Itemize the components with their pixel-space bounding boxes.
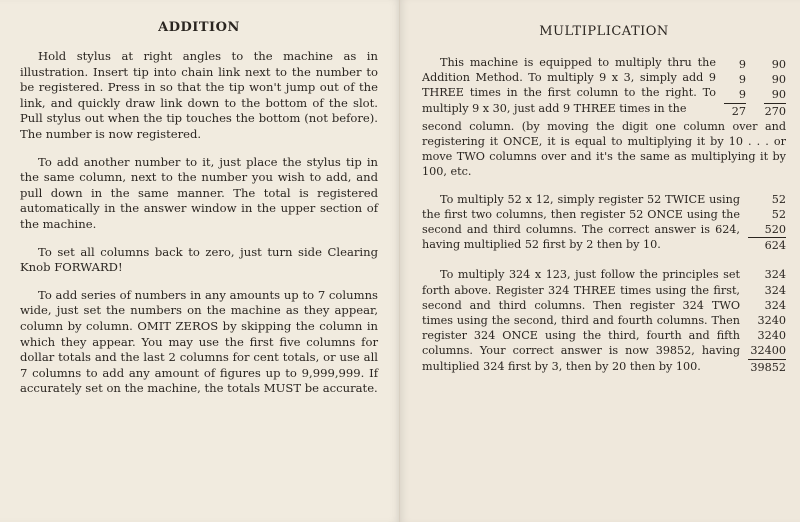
figure: 3240	[757, 329, 786, 343]
figure-total: 39852	[748, 359, 786, 375]
addition-paragraph-2: To add another number to it, just place the stylus tip in the same column, next to the number you wish to add, and pull down in the same manner. The total is registered automatically in the answer window in the upper section of the machine.	[20, 154, 378, 231]
example-3-text: To multiply 324 x 123, just follow the principles set forth above. Register 324 THREE times using the first, second and third columns. Then register 324 TWO times using the second, third and fourth columns. Then register 324 ONCE using the third, fourth and fifth columns. Your correct answer is now 39852, having multiplied 324 first by 3, then by 20 then by 100.	[422, 268, 740, 373]
figure: 324	[764, 268, 786, 282]
figure: 90	[771, 58, 786, 71]
multiplication-example-1	[422, 55, 786, 119]
addition-paragraph-3: To set all columns back to zero, just turn side Clearing Knob FORWARD!	[20, 244, 378, 275]
figure: 9	[738, 73, 746, 87]
addition-paragraph-4: To add series of numbers in any amounts up to 7 columns wide, just set the numbers on the machine as they appear, column by column. OMIT ZEROS by skipping the column in which they appear. You may use the first five columns for dollar totals and the last 2 columns for cent totals, or use all 7 columns to add any amount of figures up to 9,999,999. If accurately set on the machine, the totals MUST be accurate.	[20, 287, 378, 396]
figure: 3240	[757, 314, 786, 328]
figure: 9	[738, 58, 746, 71]
example-2-text: To multiply 52 x 12, simply register 52 TWICE using the first two columns, then register 52 ONCE using the second and third columns. The correct answer is 624, having multiplied 52 first by 2 then by 10.	[422, 192, 740, 252]
figure: 9	[738, 88, 746, 102]
multiplication-example-3	[422, 267, 786, 374]
figures-column-b	[764, 57, 786, 119]
figure: 324	[764, 283, 786, 297]
multiplication-example-2	[422, 192, 786, 254]
example-1-continued: second column. (by moving the digit one column over and registering it ONCE, it is equal to multiplying it by 10 . . . or move TWO columns over and it's the same as multiplying it by 100, etc.	[422, 119, 786, 179]
figure-total: 624	[748, 237, 786, 253]
multiplication-heading: MULTIPLICATION	[539, 24, 669, 39]
addition-paragraph-1: Hold stylus at right angles to the machine as in illustration. Insert tip into chain link next to the number to be registered. Press in so that the tip won't jump out of the link, and quickly draw link down to the bottom of the slot. Pull stylus out when the tip touches the bottom (not before). The number is now registered.	[20, 49, 378, 141]
example-1-figures	[724, 55, 786, 119]
figure: 52	[771, 192, 786, 206]
example-2-figures	[748, 192, 786, 254]
example-3-figures	[748, 267, 786, 374]
figures-column-a	[724, 57, 746, 119]
figure: 324	[764, 298, 786, 312]
right-page	[400, 0, 800, 522]
example-1-text: This machine is equipped to multiply thru the Addition Method. To multiply 9 x 3, simply add 9 THREE times in the first column to the right. To multiply 9 x 30, just add 9 THREE times in the	[422, 56, 716, 115]
figure: 90	[771, 73, 786, 87]
figure-total: 27	[724, 103, 746, 119]
figure: 32400	[750, 344, 786, 358]
figure: 520	[764, 223, 786, 237]
figure-total: 270	[764, 104, 786, 118]
figure: 90	[771, 88, 786, 102]
addition-heading: ADDITION	[158, 20, 240, 35]
figure: 52	[771, 207, 786, 221]
